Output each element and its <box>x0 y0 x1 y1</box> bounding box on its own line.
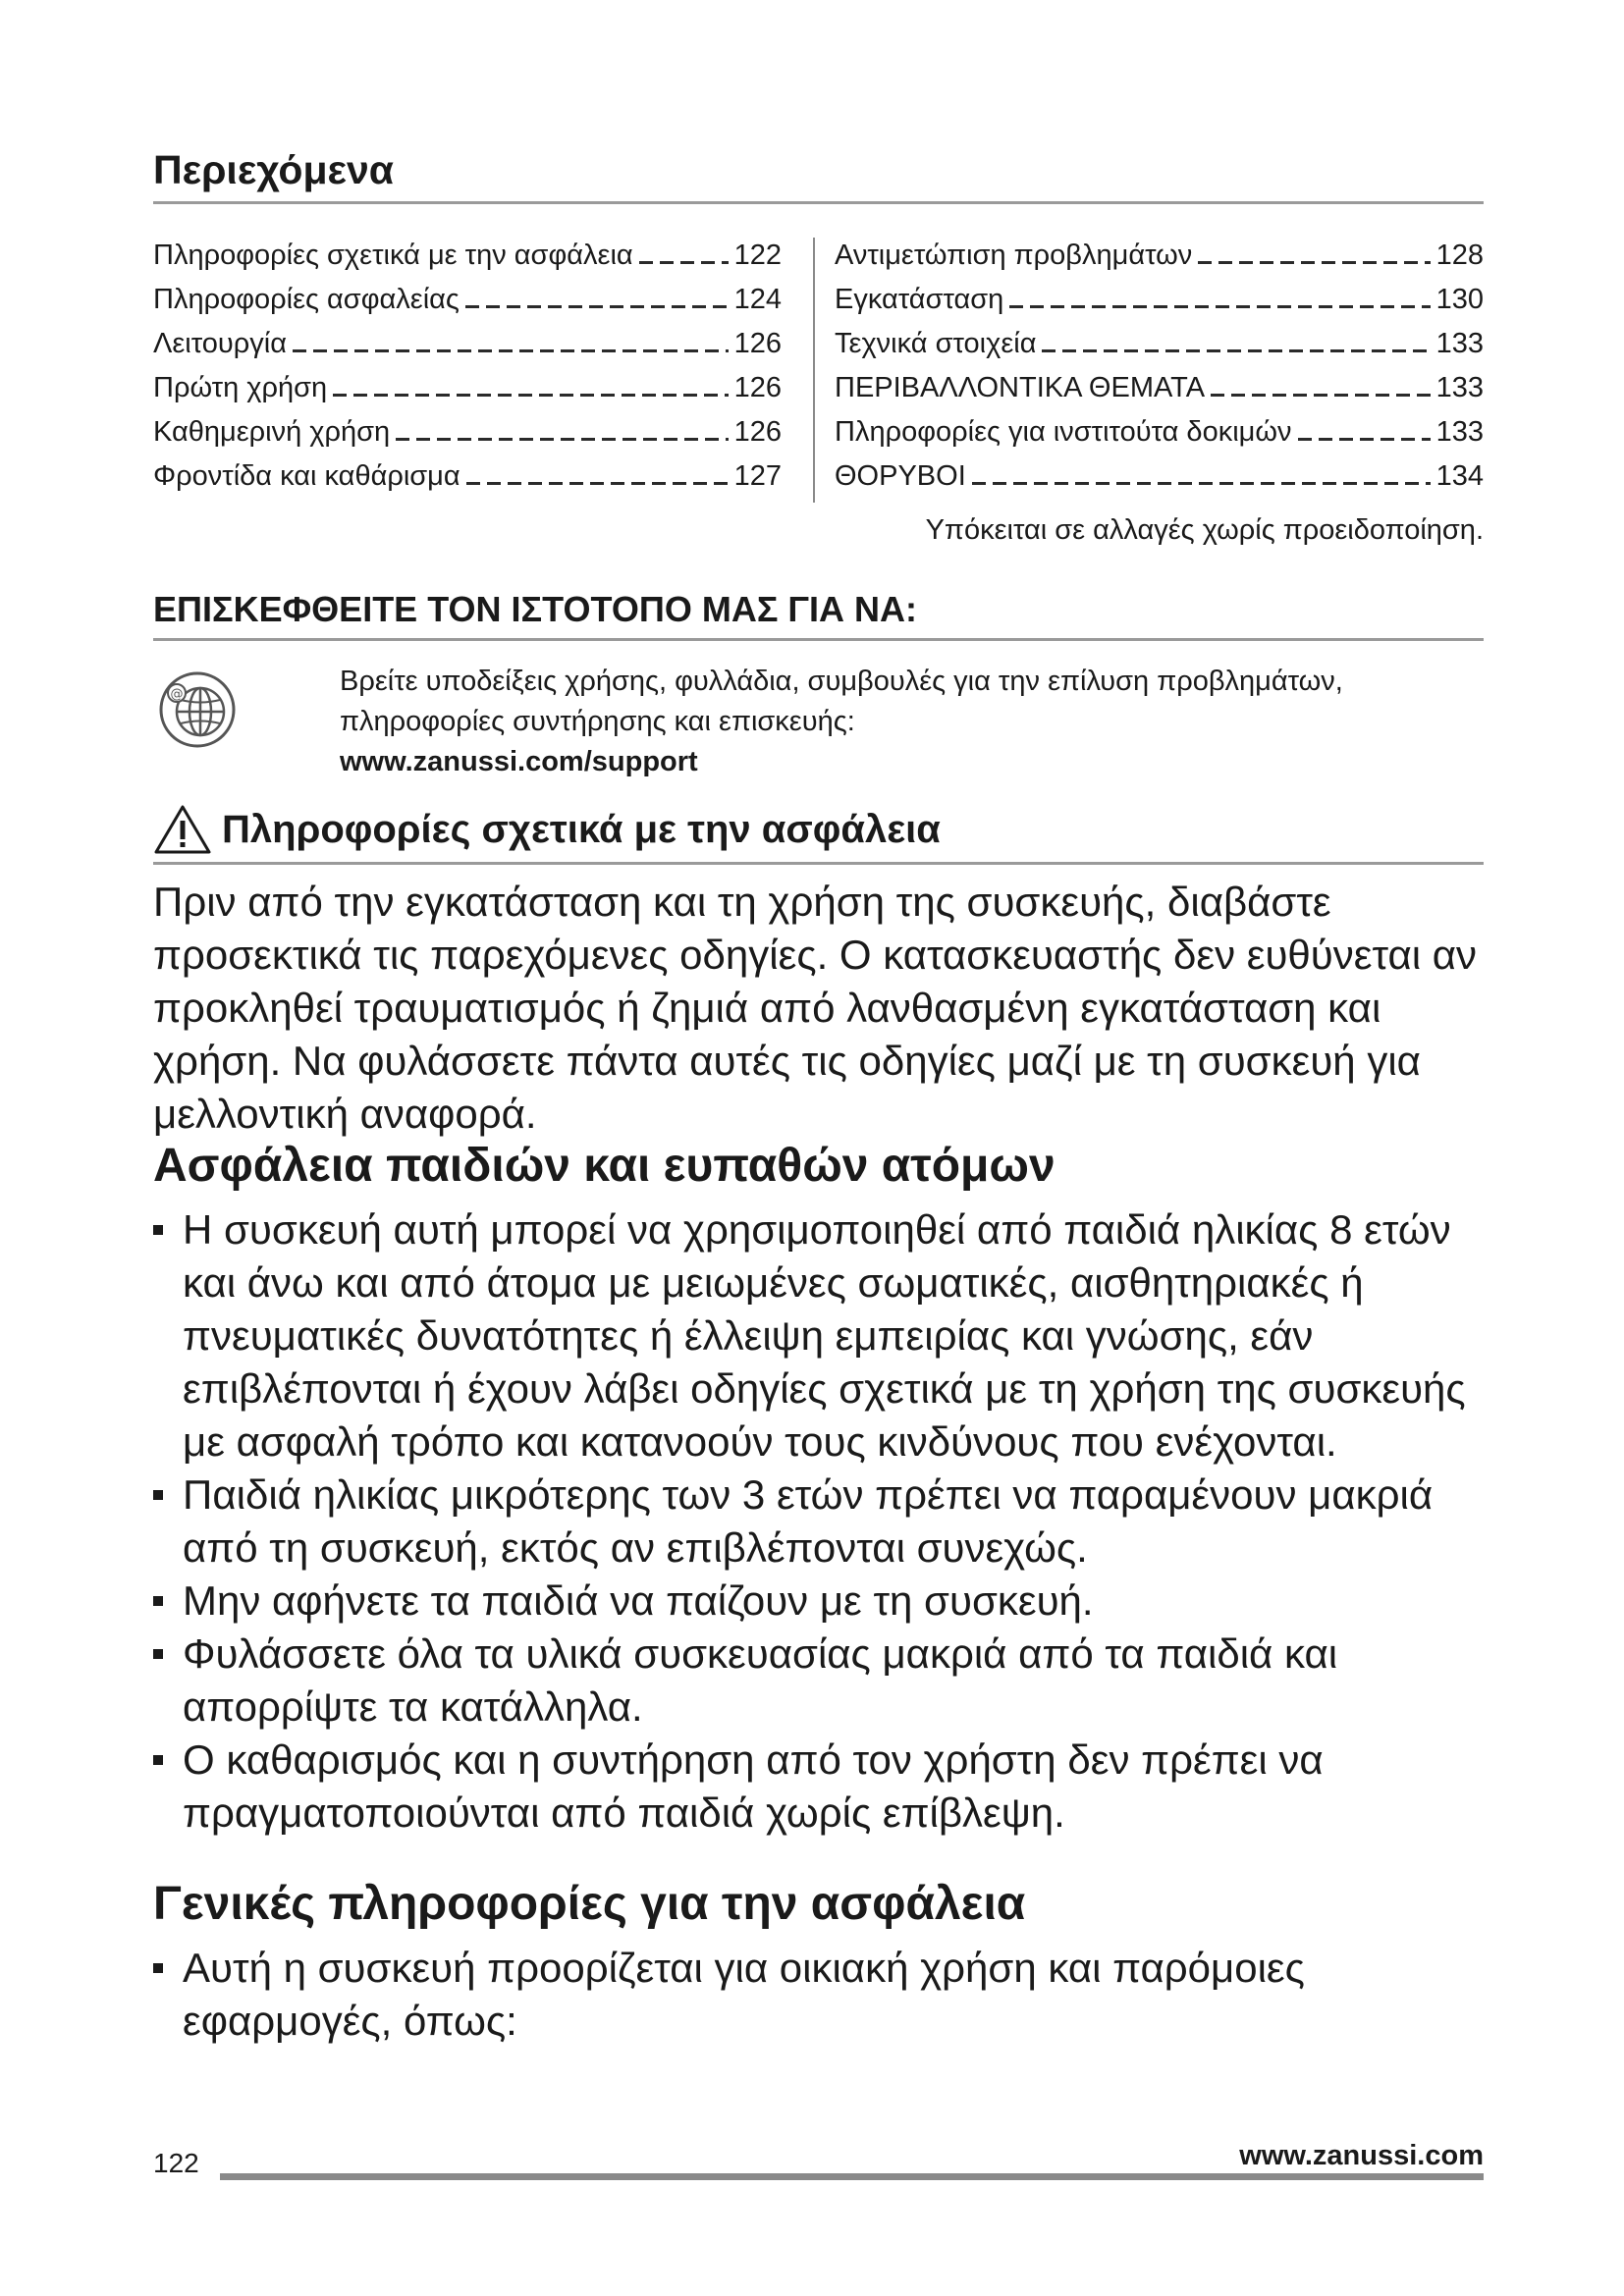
toc-entry[interactable] <box>835 366 1484 410</box>
toc-entry-title: ΠΕΡΙΒΑΛΛΟΝΤΙΚΑ ΘΕΜΑΤΑ <box>835 372 1206 403</box>
toc-entry-title: Πληροφορίες ασφαλείας <box>153 284 460 315</box>
support-link[interactable]: www.zanussi.com/support <box>340 746 698 777</box>
safety-info-title: Πληροφορίες σχετικά με την ασφάλεια <box>222 807 941 851</box>
visit-description: Βρείτε υποδείξεις χρήσης, φυλλάδια, συμβουλές για την επίλυση προβλημάτων, πληροφορίες συντήρησης και επισκευής: <box>340 666 1343 737</box>
manual-page <box>153 0 1484 2296</box>
toc-entry-page: 134 <box>1435 460 1484 492</box>
toc-entry[interactable] <box>153 454 782 499</box>
toc-entry[interactable] <box>153 234 782 278</box>
children-safety-heading: Ασφάλεια παιδιών και ευπαθών ατόμων <box>153 1140 1056 1192</box>
page-footer <box>153 2140 1484 2189</box>
toc-entry-title: Καθημερινή χρήση <box>153 416 391 448</box>
toc-entry-page: 133 <box>1435 328 1484 359</box>
toc-entry-page: 130 <box>1435 284 1484 315</box>
toc-leader <box>1009 305 1430 308</box>
list-item: Παιδιά ηλικίας μικρότερης των 3 ετών πρέπει να παραμένουν μακριά από τη συσκευή, εκτός αν επιβλέπονται συνεχώς. <box>153 1468 1484 1575</box>
toc-entry[interactable] <box>835 410 1484 454</box>
toc-entry-title: Τεχνικά στοιχεία <box>835 328 1037 359</box>
children-safety-list <box>153 1203 1484 1840</box>
toc-entry-title: ΘΟΡΥΒΟΙ <box>835 460 966 492</box>
toc-entry[interactable] <box>835 278 1484 322</box>
toc-entry[interactable] <box>835 322 1484 366</box>
list-item: Μην αφήνετε τα παιδιά να παίζουν με τη συσκευή. <box>153 1575 1484 1628</box>
toc-entry-page: 126 <box>733 416 782 448</box>
toc-left-column <box>153 234 782 499</box>
toc-leader <box>1042 349 1430 352</box>
visit-website-heading: ΕΠΙΣΚΕΦΘΕΙΤΕ ΤΟΝ ΙΣΤΟΤΟΠΟ ΜΑΣ ΓΙΑ ΝΑ: <box>153 589 1484 641</box>
toc-leader <box>639 261 729 264</box>
toc-title: Περιεχόμενα <box>153 147 1484 204</box>
list-item: Η συσκευή αυτή μπορεί να χρησιμοποιηθεί από παιδιά ηλικίας 8 ετών και άνω και από άτομα με μειωμένες σωματικές, αισθητηριακές ή πνευματικές δυνατότητες ή έλλειψη εμπειρίας και γνώσης, εάν επιβλέπονται ή έχουν λάβει οδηγίες σχετικά με τη χρήση της συσκευής με ασφαλή τρόπο και κατανοούν τους κινδύνους που ενέχονται. <box>153 1203 1484 1468</box>
toc-entry-page: 133 <box>1435 372 1484 403</box>
toc-entry-title: Πρώτη χρήση <box>153 372 328 403</box>
toc-entry[interactable] <box>153 278 782 322</box>
toc-right-column <box>835 234 1484 499</box>
toc-entry-page: 126 <box>733 372 782 403</box>
general-safety-heading: Γενικές πληροφορίες για την ασφάλεια <box>153 1878 1026 1930</box>
footer-rule <box>220 2173 1484 2180</box>
safety-intro-paragraph: Πριν από την εγκατάσταση και τη χρήση της συσκευής, διαβάστε προσεκτικά τις παρεχόμενες οδηγίες. Ο κατασκευαστής δεν ευθύνεται αν προκληθεί τραυματισμός ή ζημιά από λανθασμένη εγκατάσταση και χρήση. Να φυλάσσετε πάντα αυτές τις οδηγίες μαζί με τη συσκευή για μελλοντική αναφορά. <box>153 879 1478 1137</box>
toc-entry-page: 128 <box>1435 240 1484 271</box>
toc-entry-title: Αντιμετώπιση προβλημάτων <box>835 240 1193 271</box>
toc-entry-title: Πληροφορίες για ινστιτούτα δοκιμών <box>835 416 1292 448</box>
toc-entry[interactable] <box>153 366 782 410</box>
svg-text:@: @ <box>170 687 184 702</box>
general-safety-list <box>153 1942 1484 2048</box>
globe-at-icon <box>157 669 238 750</box>
toc-entry-page: 124 <box>733 284 782 315</box>
toc-entry-title: Εγκατάσταση <box>835 284 1004 315</box>
list-item: Φυλάσσετε όλα τα υλικά συσκευασίας μακριά από τα παιδιά και απορρίψτε τα κατάλληλα. <box>153 1628 1484 1734</box>
toc-entry[interactable] <box>153 410 782 454</box>
toc-entry[interactable] <box>835 234 1484 278</box>
toc-entry-page: 126 <box>733 328 782 359</box>
page-number: 122 <box>153 2148 199 2178</box>
toc-leader <box>466 482 729 485</box>
safety-info-heading <box>153 803 1484 865</box>
toc-entry[interactable] <box>153 322 782 366</box>
toc-entry-page: 133 <box>1435 416 1484 448</box>
toc-entry-page: 122 <box>733 240 782 271</box>
toc-entry-title: Πληροφορίες σχετικά με την ασφάλεια <box>153 240 633 271</box>
toc-leader <box>972 482 1431 485</box>
toc-entry-title: Φροντίδα και καθάρισμα <box>153 460 460 492</box>
footer-link[interactable]: www.zanussi.com <box>1239 2140 1484 2171</box>
warning-triangle-icon <box>153 803 212 856</box>
toc-leader <box>293 349 729 352</box>
list-item: Αυτή η συσκευή προορίζεται για οικιακή χρήση και παρόμοιες εφαρμογές, όπως: <box>153 1942 1484 2048</box>
table-of-contents <box>153 234 1484 499</box>
toc-entry[interactable] <box>835 454 1484 499</box>
toc-entry-title: Λειτουργία <box>153 328 287 359</box>
toc-leader <box>333 394 728 397</box>
change-notice: Υπόκειται σε αλλαγές χωρίς προειδοποίηση. <box>925 514 1484 546</box>
toc-leader <box>1298 438 1431 441</box>
toc-leader <box>1198 261 1430 264</box>
toc-leader <box>1211 394 1431 397</box>
toc-leader <box>465 305 729 308</box>
toc-entry-page: 127 <box>733 460 782 492</box>
list-item: Ο καθαρισμός και η συντήρηση από τον χρήστη δεν πρέπει να πραγματοποιούνται από παιδιά χωρίς επίβλεψη. <box>153 1734 1484 1840</box>
toc-column-divider <box>813 238 815 503</box>
toc-leader <box>396 438 728 441</box>
